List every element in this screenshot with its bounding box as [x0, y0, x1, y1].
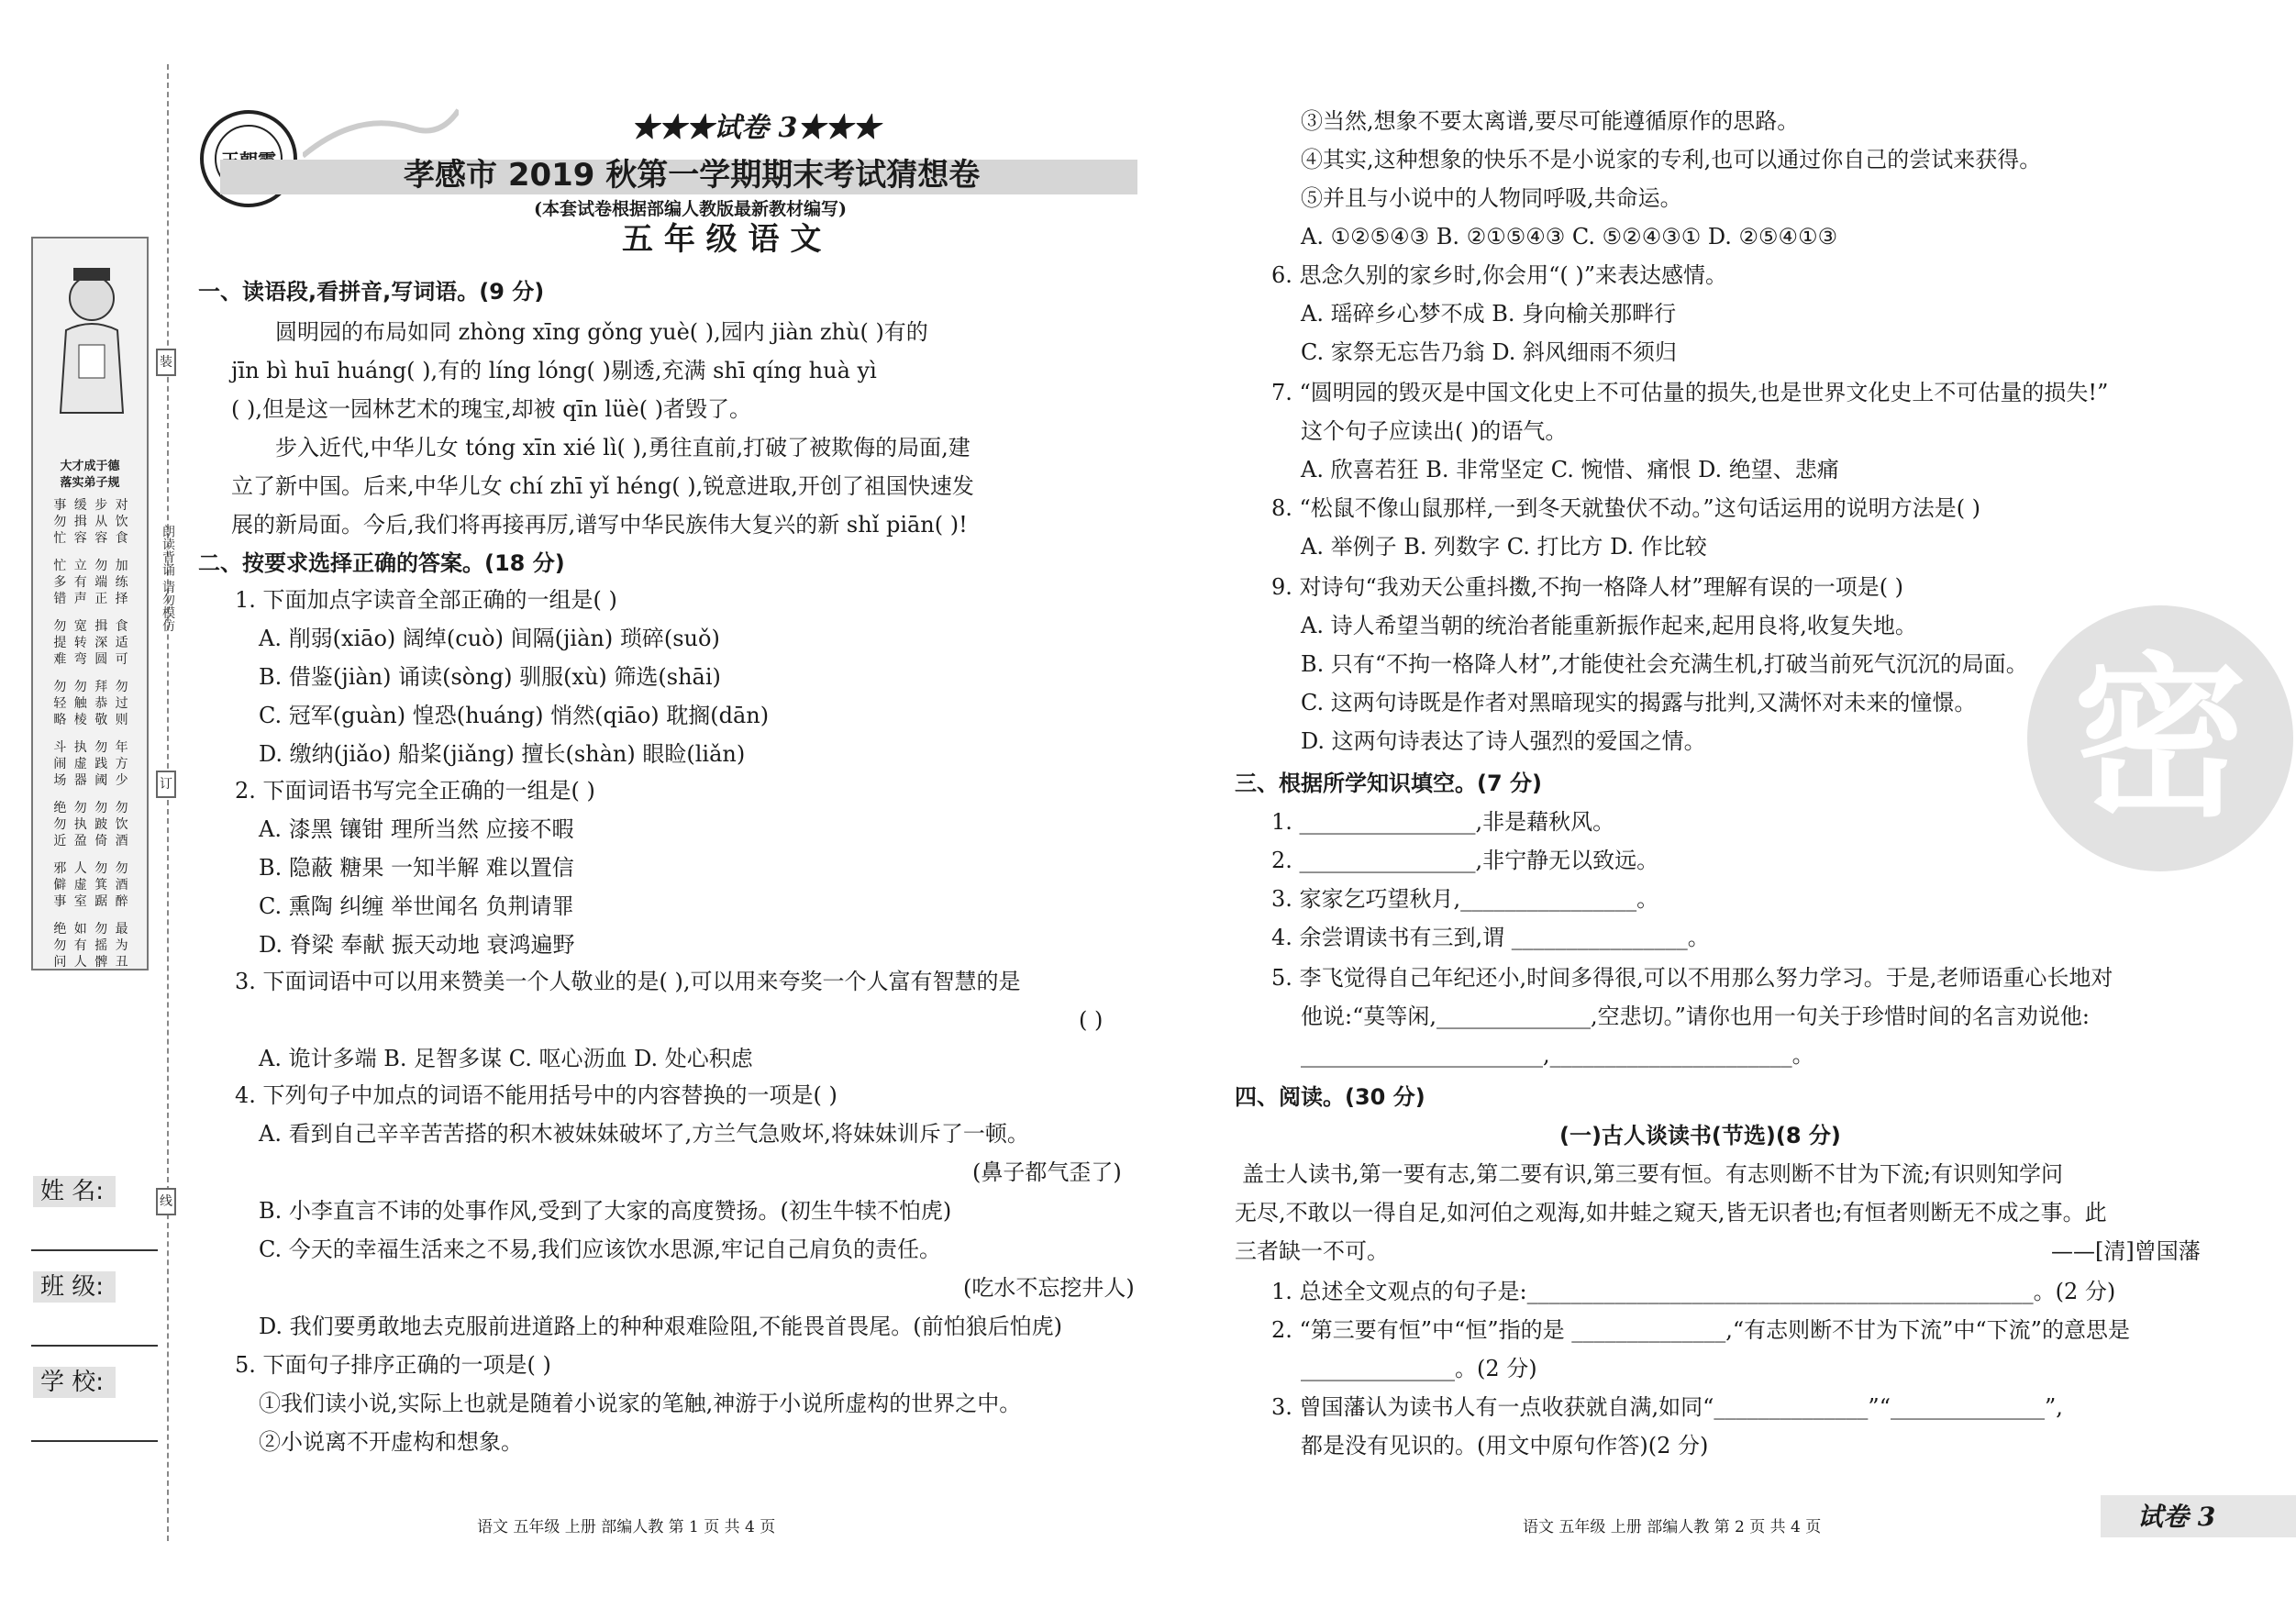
verse-line: 勿 揖 从 饮	[53, 515, 130, 529]
option-line: A. 诗人希望当朝的统治者能重新振作起来,起用良将,收复失地。	[1301, 613, 1917, 638]
binding-line	[167, 64, 169, 1541]
question-stem: 5. 下面句子排序正确的一项是( )	[235, 1352, 551, 1378]
option-line: A. ①②⑤④③ B. ②①⑤④③ C. ⑤②④③① D. ②⑤④①③	[1301, 224, 1838, 250]
verse-line: 提 转 深 适	[53, 636, 130, 650]
passage-author: ——[清]曾国藩	[2051, 1238, 2201, 1264]
verse-line: 斗 执 勿 年	[53, 740, 130, 755]
sentence-line: ①我们读小说,实际上也就是随着小说家的笔触,神游于小说所虚构的世界之中。	[259, 1391, 1022, 1416]
exam-series: ★★★试卷 3★★★	[631, 112, 881, 144]
option-line: A. 削弱(xiāo) 阔绰(cuò) 间隔(jiàn) 琐碎(suǒ)	[259, 626, 720, 651]
fill-blank-line: 2. ________________,非宁静无以致远。	[1271, 848, 1659, 873]
verse-line: 勿 执 跛 饮	[53, 817, 130, 832]
passage-line: 无尽,不敢以一得自足,如河伯之观海,如井蛙之窥天,皆无识者也;有恒者则断无不成之事。此	[1235, 1200, 2107, 1225]
fill-blank-line: 他说:“莫等闲,______________,空悲切。”请你也用一句关于珍惜时间的名言劝说他:	[1301, 1004, 2090, 1029]
page-footer: 语文 五年级 上册 部编人教 第 1 页 共 4 页	[477, 1518, 776, 1536]
option-line: A. 欣喜若狂 B. 非常坚定 C. 惋惜、痛恨 D. 绝望、悲痛	[1301, 457, 1839, 482]
passage-line: 盖士人读书,第一要有志,第二要有识,第三要有恒。有志则断不甘为下流;有识则知学问	[1242, 1161, 2063, 1187]
option-line: B. 借鉴(jiàn) 诵读(sòng) 驯服(xù) 筛选(shāi)	[259, 664, 721, 690]
option-line: C. 这两句诗既是作者对黑暗现实的揭露与批判,又满怀对未来的憧憬。	[1301, 690, 1977, 715]
verse-line: 勿 勿 拜 勿	[53, 680, 130, 694]
question-stem: 7. “圆明园的毁灭是中国文化史上不可估量的损失,也是世界文化史上不可估量的损失!”	[1271, 380, 2109, 405]
text-line: 展的新局面。今后,我们将再接再厉,谱写中华民族伟大复兴的新 shǐ piān( )!	[231, 512, 968, 538]
text-line: 步入近代,中华儿女 tóng xīn xié lì( ),勇往直前,打破了被欺侮的局面,建	[275, 435, 971, 460]
verse-line: 多 有 端 练	[53, 575, 130, 590]
question-stem: 4. 下列句子中加点的词语不能用括号中的内容替换的一项是( )	[235, 1082, 837, 1108]
scholar-illustration	[55, 257, 128, 440]
option-line: A. 诡计多端 B. 足智多谋 C. 呕心沥血 D. 处心积虑	[259, 1046, 753, 1071]
exam-title: 孝感市 2019 秋第一学期期末考试猜想卷	[404, 157, 981, 194]
section-heading: 一、读语段,看拼音,写词语。(9 分)	[198, 279, 545, 305]
verse-line: 场 器 阈 少	[53, 773, 130, 788]
passage-line: 三者缺一不可。	[1235, 1238, 1389, 1264]
binding-mark: 订	[156, 771, 176, 798]
question-stem: 1. 下面加点字读音全部正确的一组是( )	[235, 587, 617, 613]
fill-blank-line: 4. 余尝谓读书有三到,谓 ________________。	[1271, 925, 1710, 950]
question-stem: 8. “松鼠不像山鼠那样,一到冬天就蛰伏不动。”这句话运用的说明方法是( )	[1271, 495, 1981, 521]
sentence-line: ④其实,这种想象的快乐不是小说家的专利,也可以通过你自己的尝试来获得。	[1301, 147, 2042, 172]
verse-line: 难 弯 圆 可	[53, 652, 130, 667]
question-stem: 这个句子应读出( )的语气。	[1301, 418, 1568, 444]
option-note: (吃水不忘挖井人)	[963, 1275, 1135, 1301]
verse-line: 僻 虚 箕 酒	[53, 878, 130, 893]
text-line: 圆明园的布局如同 zhòng xīng gǒng yuè( ),园内 jiàn zhù( )有的	[275, 319, 928, 345]
school-label: 学 校:	[33, 1367, 116, 1398]
text-line: 立了新中国。后来,中华儿女 chí zhī yǐ héng( ),锐意进取,开创了祖国快速发	[231, 473, 974, 499]
verse-line: 忙 容 容 食	[53, 531, 130, 546]
fill-blank-line: 1. ________________,非是藉秋风。	[1271, 809, 1615, 835]
option-line: A. 举例子 B. 列数字 C. 打比方 D. 作比较	[1301, 534, 1707, 560]
text-line: jīn bì huī huáng( ),有的 líng lóng( )剔透,充满 shī qíng huà yì	[231, 358, 877, 383]
text-line: ( ),但是这一园林艺术的瑰宝,却被 qīn lüè( )者毁了。	[231, 396, 752, 422]
verse-line: 绝 如 勿 最	[53, 922, 130, 937]
seal-character: 密	[2072, 636, 2247, 840]
section-heading: 三、根据所学知识填空。(7 分)	[1235, 771, 1542, 796]
option-line: C. 冠军(guàn) 惶恐(huáng) 悄然(qiāo) 耽搁(dān)	[259, 703, 770, 728]
option-line: D. 缴纳(jiǎo) 船桨(jiǎng) 擅长(shàn) 眼睑(liǎn)	[259, 741, 746, 767]
verse-line: 事 缓 步 对	[53, 498, 130, 513]
exam-tag-label: 试卷 3	[2137, 1502, 2216, 1532]
fill-blank-line: ______________________,______________________。	[1301, 1042, 1814, 1068]
question-stem: 6. 思念久别的家乡时,你会用“( )”来表达感情。	[1271, 262, 1728, 288]
name-label: 姓 名:	[33, 1176, 116, 1207]
fill-blank-line: 3. 家家乞巧望秋月,________________。	[1271, 886, 1659, 912]
exam-subject: 五 年 级 语 文	[622, 221, 822, 258]
name-field[interactable]	[31, 1249, 158, 1251]
verse-line: 事 室 踞 醉	[53, 894, 130, 909]
verse-line: 近 盈 倚 酒	[53, 834, 130, 848]
sentence-line: ②小说离不开虚构和想象。	[259, 1429, 523, 1455]
motto-sidebar	[31, 237, 149, 970]
option-line: D. 这两句诗表达了诗人强烈的爱国之情。	[1301, 728, 1706, 754]
verse-line: 错 声 正 择	[53, 592, 130, 606]
option-line: B. 隐蔽 糖果 一知半解 难以置信	[259, 855, 574, 881]
section-heading: 二、按要求选择正确的答案。(18 分)	[198, 550, 565, 576]
option-line: C. 家祭无忘告乃翁 D. 斜风细雨不须归	[1301, 339, 1678, 365]
question-stem: 9. 对诗句“我劝天公重抖擞,不拘一格降人材”理解有误的一项是( )	[1271, 574, 1904, 600]
verse-line: 勿 有 摇 为	[53, 938, 130, 953]
option-line: C. 熏陶 纠缠 举世闻名 负荆请罪	[259, 893, 574, 919]
verse-line: 问 人 髀 丑	[53, 955, 130, 970]
school-field[interactable]	[31, 1440, 158, 1442]
page-footer: 语文 五年级 上册 部编人教 第 2 页 共 4 页	[1523, 1518, 1822, 1536]
section-heading: 四、阅读。(30 分)	[1235, 1084, 1425, 1110]
option-line: D. 我们要勇敢地去克服前进道路上的种种艰难险阻,不能畏首畏尾。(前怕狼后怕虎)	[259, 1314, 1062, 1339]
question-stem: 3. 曾国藩认为读书人有一点收获就自满,如同“______________”“______________”,	[1271, 1394, 2063, 1420]
question-stem: 3. 下面词语中可以用来赞美一个人敬业的是( ),可以用来夸奖一个人富有智慧的是	[235, 969, 1021, 994]
sentence-line: ⑤并且与小说中的人物同呼吸,共命运。	[1301, 185, 1682, 211]
option-line: B. 只有“不拘一格降人材”,才能使社会充满生机,打破当前死气沉沉的局面。	[1301, 651, 2028, 677]
question-stem: 1. 总述全文观点的句子是:______________________________________________。(2 分)	[1271, 1279, 2116, 1304]
class-field[interactable]	[31, 1345, 158, 1347]
sentence-line: ③当然,想象不要太离谱,要尽可能遵循原作的思路。	[1301, 108, 1800, 134]
question-stem: 2. 下面词语书写完全正确的一组是( )	[235, 778, 595, 804]
option-line: A. 漆黑 镶钳 理所当然 应接不暇	[259, 816, 574, 842]
margin-note: 朗读背诵 请勿模仿	[161, 524, 175, 632]
verse-line: 绝 勿 勿 勿	[53, 801, 130, 815]
passage-title: (一)古人谈读书(节选)(8 分)	[1559, 1123, 1841, 1148]
fill-blank-line: ______________。(2 分)	[1301, 1356, 1537, 1381]
motto-text: 大才成于德 落实弟子规	[60, 460, 120, 490]
option-note: (鼻子都气歪了)	[972, 1159, 1122, 1185]
answer-blank: ( )	[1079, 1007, 1104, 1033]
option-line: C. 今天的幸福生活来之不易,我们应该饮水思源,牢记自己肩负的责任。	[259, 1237, 942, 1262]
question-stem: 5. 李飞觉得自己年纪还小,时间多得很,可以不用那么努力学习。于是,老师语重心长地对	[1271, 965, 2113, 991]
verse-line: 略 棱 敬 则	[53, 713, 130, 727]
verse-line: 邪 人 勿 勿	[53, 861, 130, 876]
verse-line: 轻 触 恭 过	[53, 696, 130, 711]
option-line: A. 看到自己辛辛苦苦搭的积木被妹妹破坏了,方兰气急败坏,将妹妹训斥了一顿。	[259, 1121, 1029, 1147]
question-stem: 2. “第三要有恒”中“恒”指的是 ______________,“有志则断不甘为下流”中“下流”的意思是	[1271, 1317, 2130, 1343]
verse-line: 闹 虚 践 方	[53, 757, 130, 771]
option-line: B. 小李直言不讳的处事作风,受到了大家的高度赞扬。(初生牛犊不怕虎)	[259, 1198, 952, 1224]
binding-mark: 线	[156, 1188, 176, 1215]
verse-line: 勿 宽 揖 食	[53, 619, 130, 634]
option-line: D. 脊梁 奉献 振天动地 衰鸿遍野	[259, 932, 575, 958]
class-label: 班 级:	[33, 1271, 116, 1303]
option-line: A. 瑶碎乡心梦不成 B. 身向榆关那畔行	[1301, 301, 1677, 327]
confidential-seal	[2027, 605, 2293, 871]
verse-columns	[40, 497, 143, 970]
exam-subtitle: (本套试卷根据部编人教版最新教材编写)	[534, 199, 847, 219]
binding-mark: 装	[156, 349, 176, 376]
question-stem: 都是没有见识的。(用文中原句作答)(2 分)	[1301, 1433, 1709, 1458]
verse-line: 忙 立 勿 加	[53, 559, 130, 573]
